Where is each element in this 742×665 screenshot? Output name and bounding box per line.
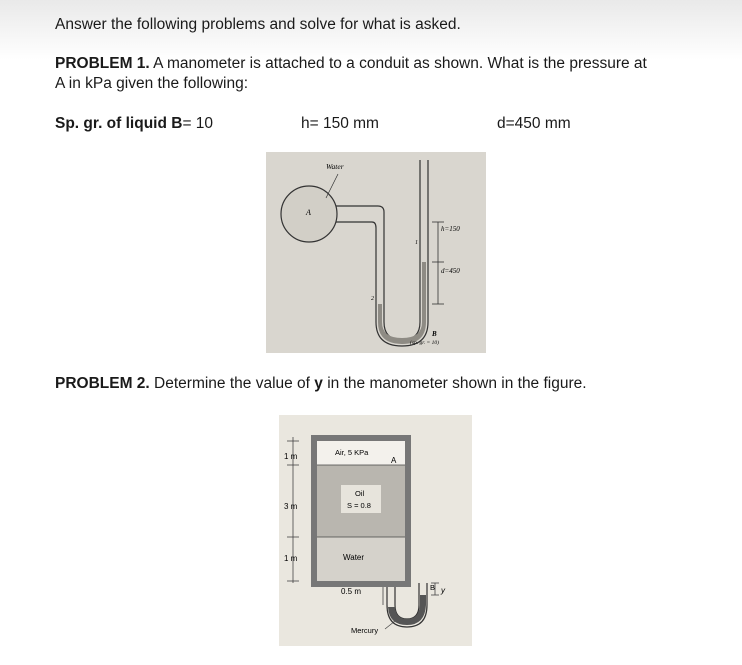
tank-top-wall <box>311 435 411 441</box>
point-a-label: A <box>306 208 311 217</box>
mercury-label: Mercury <box>351 626 379 635</box>
h-label: h=150 <box>441 225 460 233</box>
given-spgr-label: Sp. gr. of liquid B <box>55 115 183 132</box>
given-h: h= 150 mm <box>301 115 379 132</box>
figure-2-drawing <box>279 415 472 646</box>
problem1-label: PROBLEM 1. <box>55 55 150 72</box>
water-label: Water <box>326 162 344 171</box>
given-spgr-value: = 10 <box>182 115 214 132</box>
u-tube-inner <box>395 583 419 619</box>
problem2-variable: y <box>314 375 323 392</box>
given-d: d=450 mm <box>497 115 571 132</box>
marker-2: 2 <box>371 296 374 302</box>
mercury-fill <box>388 595 426 625</box>
given-spgr <box>55 114 213 134</box>
problem1-text-1: A manometer is attached to a conduit as shown. What is the pressure at <box>149 55 647 72</box>
point-b-label-2: B <box>430 583 436 592</box>
tank-right-wall <box>405 435 411 587</box>
point-a-label-2: A <box>391 456 397 465</box>
problem2-label: PROBLEM 2. <box>55 375 150 392</box>
d-label: d=450 <box>441 267 460 275</box>
intro-text: Answer the following problems and solve for what is asked. <box>55 16 461 33</box>
dim-top-label: 1 m <box>284 452 298 461</box>
dim-mid-label: 3 m <box>284 502 298 511</box>
air-label: Air, 5 KPa <box>335 448 369 457</box>
point-b-label: B <box>432 330 437 338</box>
problem1-line1 <box>55 54 647 74</box>
figure-1-manometer <box>266 152 486 353</box>
y-label: y <box>441 586 445 595</box>
water-label-2: Water <box>343 553 365 562</box>
problem2-line <box>55 374 587 394</box>
spgr-label: (sp. gr. = 10) <box>410 340 439 346</box>
problem1-text-2: A in kPa given the following: <box>55 75 249 92</box>
tank-left-wall <box>311 435 317 587</box>
figure-1-drawing <box>266 152 486 353</box>
oil-s-label: S = 0.8 <box>347 501 371 510</box>
problem2-text-post: in the manometer shown in the figure. <box>322 375 587 392</box>
dim-bot-label: 1 m <box>284 554 298 563</box>
depth-label: 0.5 m <box>341 587 362 596</box>
marker-1: 1 <box>415 240 418 246</box>
figure-2-manometer <box>279 415 472 646</box>
oil-label: Oil <box>355 489 365 498</box>
problem2-text-pre: Determine the value of <box>149 375 315 392</box>
